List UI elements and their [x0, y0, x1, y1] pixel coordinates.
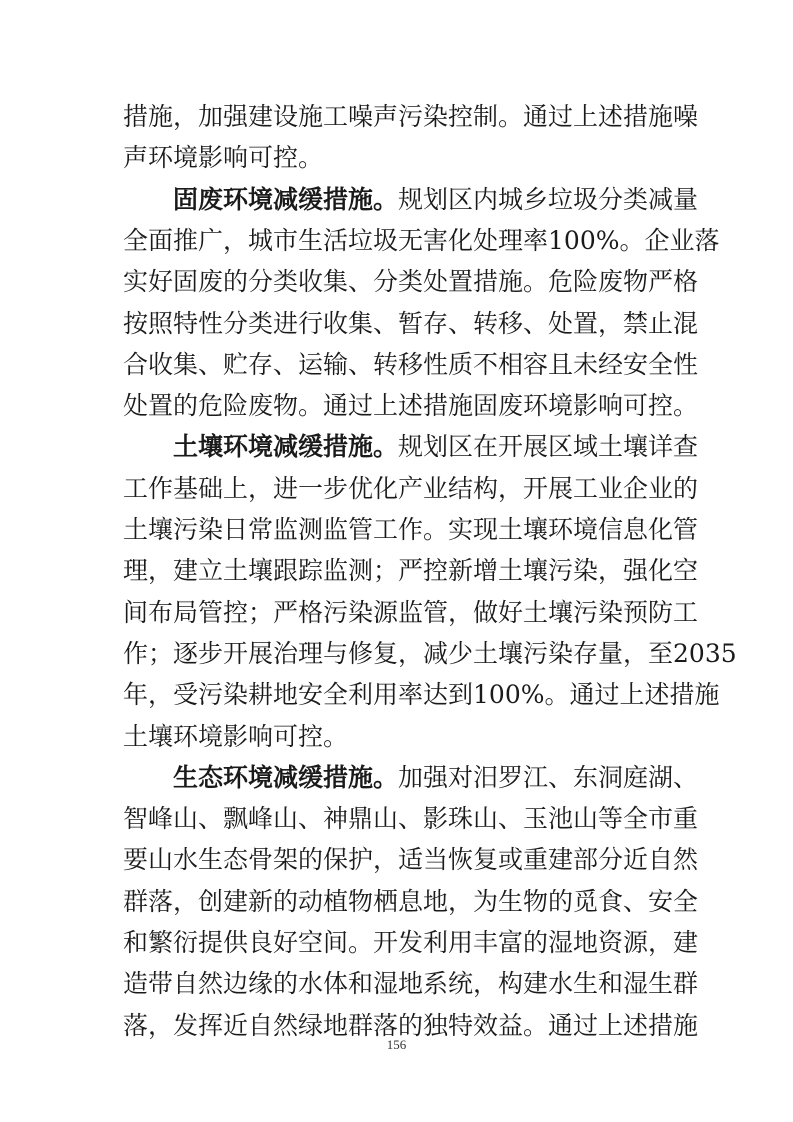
text-line: 工作基础上，进一步优化产业结构，开展工业企业的	[123, 473, 699, 503]
text-line: 措施，加强建设施工噪声污染控制。通过上述措施噪	[123, 102, 699, 131]
text-line: 智峰山、飘峰山、神鼎山、影珠山、玉池山等全市重	[123, 804, 699, 834]
text-line: 落，发挥近自然绿地群落的独特效益。通过上述措施	[123, 1010, 699, 1040]
text-line: 土壤环境影响可控。	[123, 721, 349, 751]
text-run: 规划区内城乡垃圾分类减量	[398, 184, 699, 214]
text-line: 和繁衍提供良好空间。开发利用丰富的湿地资源，建	[123, 928, 699, 957]
paragraph-ecology	[123, 762, 699, 793]
text-line: 实好固废的分类收集、分类处置措施。危险废物严格	[123, 267, 699, 297]
text-line: 土壤污染日常监测监管工作。实现土壤环境信息化管	[123, 515, 699, 544]
text-line: 要山水生态骨架的保护，适当恢复或重建部分近自然	[123, 845, 699, 875]
text-line: 作；逐步开展治理与修复，减少土壤污染存量，至2035	[123, 638, 737, 668]
text-line: 理，建立土壤跟踪监测；严控新增土壤污染，强化空	[123, 556, 699, 586]
paragraph-soil	[123, 431, 699, 462]
text-line: 造带自然边缘的水体和湿地系统，构建水生和湿生群	[123, 969, 699, 999]
heading-ecology: 生态环境减缓措施。	[173, 762, 399, 792]
text-line: 全面推广，城市生活垃圾无害化处理率100%。企业落	[123, 225, 720, 255]
paragraph-solid-waste	[123, 184, 699, 215]
heading-solid-waste: 固废环境减缓措施。	[173, 184, 399, 214]
heading-soil: 土壤环境减缓措施。	[173, 432, 399, 462]
text-line: 群落，创建新的动植物栖息地，为生物的觅食、安全	[123, 886, 699, 916]
text-line: 按照特性分类进行收集、暂存、转移、处置，禁止混	[123, 308, 699, 338]
text-run: 加强对汨罗江、东洞庭湖、	[398, 762, 699, 792]
text-line: 合收集、贮存、运输、转移性质不相容且未经安全性	[123, 349, 699, 379]
text-line: 声环境影响可控。	[123, 143, 324, 173]
text-line: 年，受污染耕地安全利用率达到100%。通过上述措施	[123, 680, 720, 710]
text-run: 规划区在开展区域土壤详查	[398, 432, 699, 462]
page-number: 156	[386, 1037, 407, 1052]
text-line: 间布局管控；严格污染源监管，做好土壤污染预防工	[123, 597, 699, 627]
text-line: 处置的危险废物。通过上述措施固废环境影响可控。	[123, 391, 699, 421]
